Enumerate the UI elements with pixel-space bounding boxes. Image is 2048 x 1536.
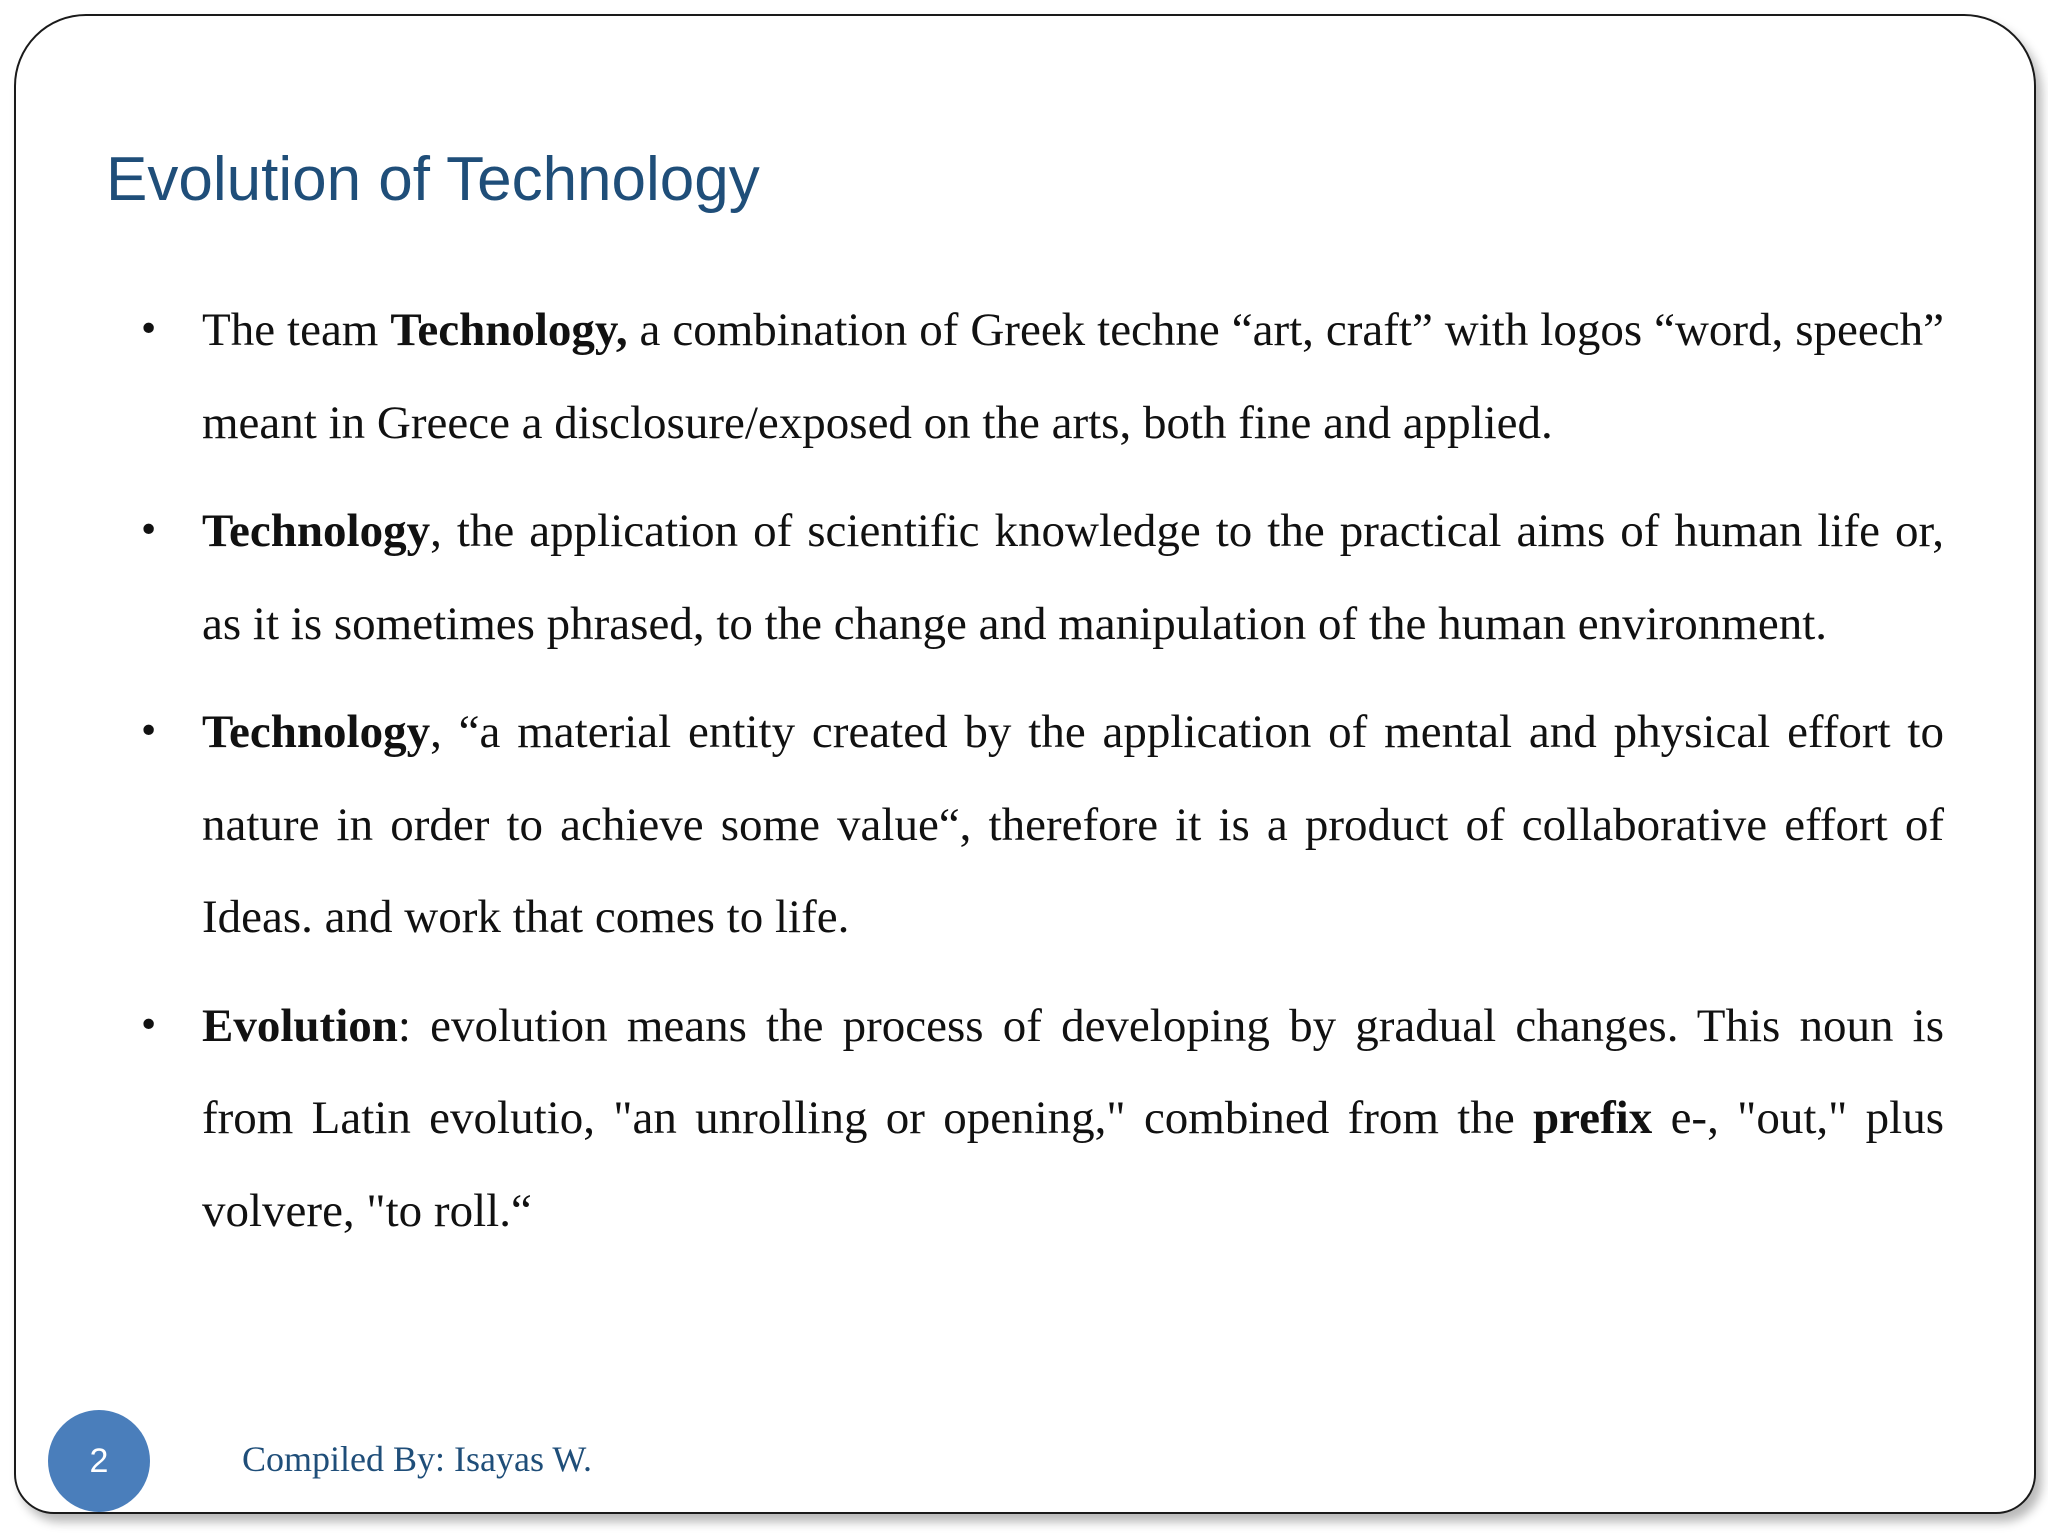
bullet-text-bold: Technology bbox=[202, 706, 431, 758]
bullet-dot-icon bbox=[138, 686, 159, 779]
bullet-item bbox=[202, 284, 1944, 469]
bullet-text: , “a material entity created by the application of mental and physical effort to nature in order to achieve some value“, therefore it is a product of collaborative effort of Ideas. and work that comes to life. bbox=[202, 706, 1944, 943]
bullet-text-bold: Technology bbox=[202, 505, 431, 557]
bullet-list bbox=[202, 284, 1944, 1273]
bullet-item bbox=[202, 980, 1944, 1258]
slide-title: Evolution of Technology bbox=[106, 145, 760, 214]
bullet-text-bold: prefix bbox=[1533, 1092, 1653, 1144]
page-number: 2 bbox=[89, 1441, 109, 1480]
bullet-dot-icon bbox=[138, 485, 159, 578]
bullet-text-bold: Evolution bbox=[202, 999, 398, 1052]
bullet-text: : evolution means the process of developing by gradual changes. This noun is from Latin evolutio, "an unrolling or opening," combined from the bbox=[202, 999, 1944, 1144]
bullet-dot-icon bbox=[138, 980, 159, 1073]
bullet-item bbox=[202, 485, 1944, 670]
footer-credit: Compiled By: Isayas W. bbox=[242, 1439, 592, 1479]
bullet-text: , the application of scientific knowledge to the practical aims of human life or, as it is sometimes phrased, to the change and manipulation of the human environment. bbox=[202, 505, 1944, 650]
bullet-text: e-, "out," plus volvere, "to roll.“ bbox=[202, 1092, 1944, 1237]
page-number-badge bbox=[48, 1410, 150, 1512]
bullet-dot-icon bbox=[138, 284, 159, 377]
bullet-text: The team bbox=[202, 304, 391, 356]
bullet-item bbox=[202, 686, 1944, 964]
bullet-text-bold: Technology, bbox=[390, 304, 628, 356]
bullet-text: a combination of Greek techne “art, craft” with logos “word, speech” meant in Greece a disclosure/exposed on the arts, both fine and applied. bbox=[202, 304, 1944, 449]
slide bbox=[14, 14, 2036, 1514]
